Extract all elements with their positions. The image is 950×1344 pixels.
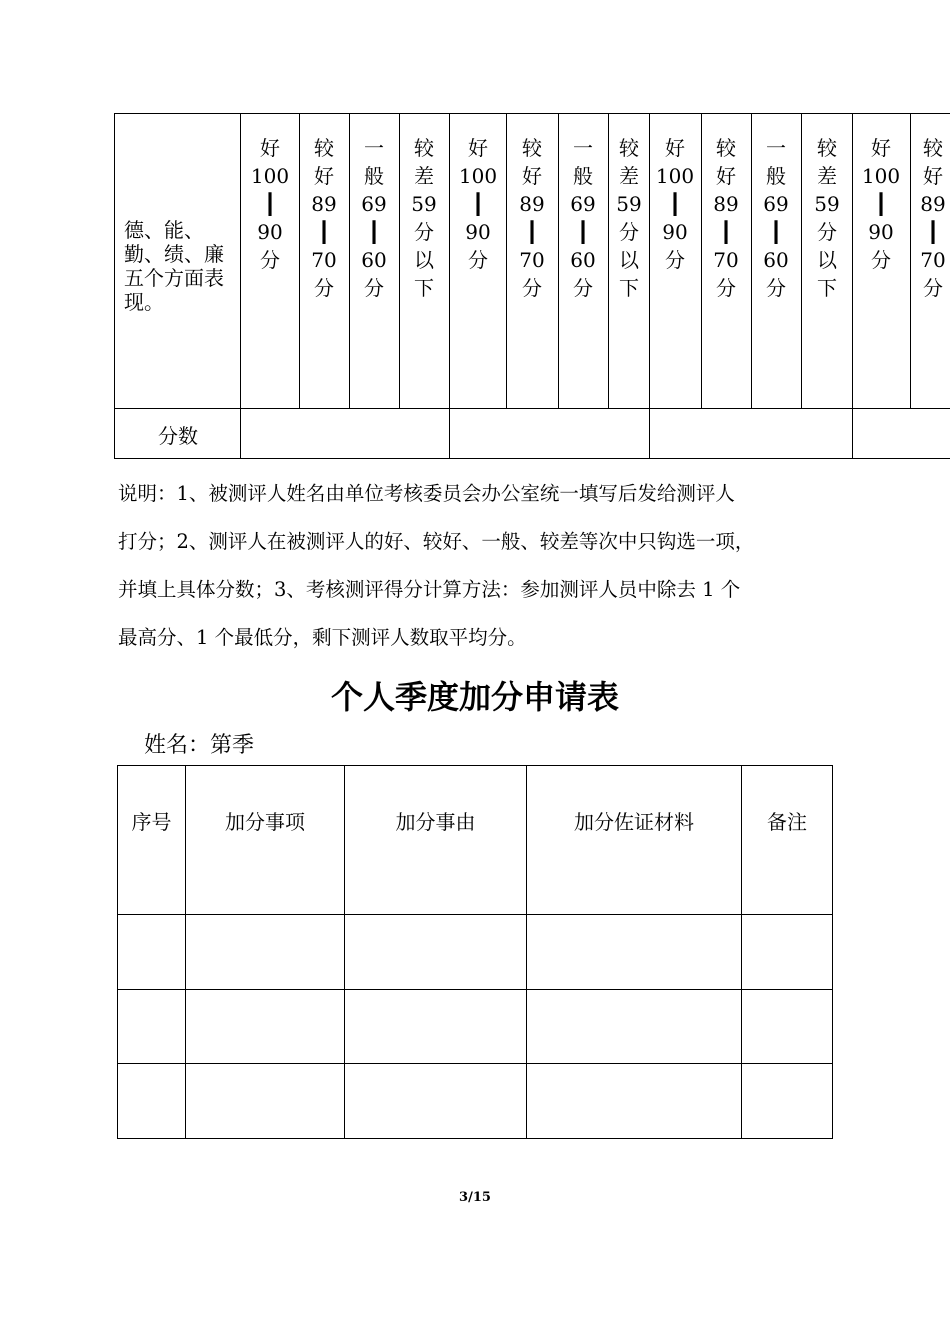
note-line-1: 说明：1、被测评人姓名由单位考核委员会办公室统一填写后发给测评人 [118,482,735,505]
score-input-cell[interactable] [650,409,852,458]
grade-column-label: 好 100 ┃ 90 分 [655,136,695,272]
score-input-cell[interactable] [241,409,449,458]
grade-column-label: 一 般 69 ┃ 60 分 [361,136,387,300]
grade-column-label: 好 100 ┃ 90 分 [861,136,901,272]
header-remarks: 备注 [767,810,807,834]
criteria-label: 德、能、勤、绩、廉五个方面表现。 [124,218,224,314]
grade-column-label: 一 般 69 ┃ 60 分 [763,136,789,300]
header-seq: 序号 [131,810,172,834]
note-line-2: 打分；2、测评人在被测评人的好、较好、一般、较差等次中只钩选一项， [118,530,755,553]
grade-column-label: 较 差 59 分 以 下 [616,136,642,300]
header-evidence: 加分佐证材料 [574,810,694,834]
table-row[interactable] [118,1064,832,1138]
score-input-cell[interactable] [450,409,649,458]
grade-column-label: 较 差 59 分 以 下 [814,136,840,300]
header-item: 加分事项 [225,810,305,834]
grade-column-label: 较 好 89 ┃ 70 分 [713,136,739,300]
table-row[interactable] [118,915,832,989]
grade-column-label: 一 般 69 ┃ 60 分 [570,136,596,300]
grade-column-label: 较 差 59 分 以 下 [411,136,437,300]
grade-column-label: 好 100 ┃ 90 分 [250,136,290,272]
note-line-4: 最高分、1 个最低分，剩下测评人数取平均分。 [118,626,527,649]
score-row-label: 分数 [158,424,198,448]
grade-column-label: 较 好 89 ┃ 70 分 [311,136,337,300]
page-number: 3/15 [459,1190,491,1205]
grade-column-label: 好 100 ┃ 90 分 [458,136,498,272]
score-input-cell[interactable] [853,409,950,458]
grade-column-label: 较 好 89 ┃ 70 分 [519,136,545,300]
grade-column-label: 较 好 89 ┃ 70 分 [920,136,946,300]
name-line: 姓名：第季 [144,733,255,758]
header-reason: 加分事由 [395,810,476,834]
table-row[interactable] [118,990,832,1063]
note-line-3: 并填上具体分数；3、考核测评得分计算方法：参加测评人员中除去 1 个 [118,578,741,601]
form-title: 个人季度加分申请表 [330,678,619,716]
